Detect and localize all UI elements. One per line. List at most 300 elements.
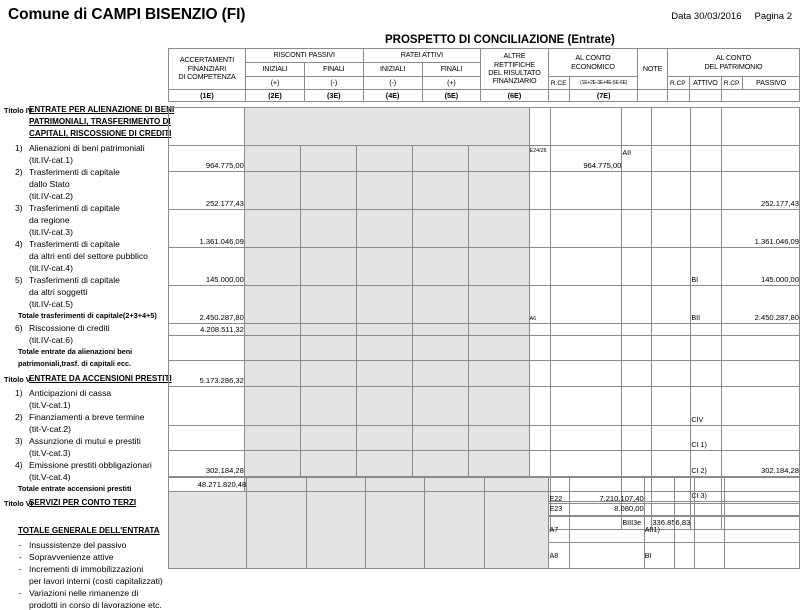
tt-attivo [652,324,691,336]
row-4-2-risconti-iniziali [244,172,300,210]
titolo-4-heading-line-3: CAPITALI, RISCOSSIONE DI CREDITI [29,129,172,138]
table-row [169,172,800,210]
table-row [169,492,800,504]
tg-row-1-rcp-attivo [644,492,674,504]
tg-row-4-rce: A8 [549,543,570,569]
row-4-2-ratei-iniziali [356,172,412,210]
row-5-2-number: 2) [15,412,23,422]
row-5-4-number: 4) [15,460,23,470]
tg-rcp-attivo-header [644,478,674,492]
row-4-4-risconti-finali [300,248,356,286]
tg-row-3-rcp-passivo [695,517,724,543]
row-5-3-ratei-finali [412,451,468,477]
tg-risconti-finali [306,478,365,492]
tea-passivo [721,361,799,387]
doc-meta [671,11,792,22]
row-4-4-text-2: da altri enti del settore pubblico [29,251,148,261]
table-row [169,478,800,492]
col-conto-economico-l1: AL CONTO [575,53,611,63]
row-4-4-conto-economico [550,248,621,286]
code-1e: (1E) [169,90,246,102]
row-4-5-ratei-iniziali [356,286,412,324]
tt-ratei-iniziali [356,324,412,336]
col-altre-l2: RETTIFICHE [494,59,535,69]
code-rcp-p-blank [690,90,722,102]
row-4-3-rce [529,210,550,248]
row-4-4-altre-rettifiche [468,248,529,286]
col-risconti-iniziali: INIZIALI [245,63,304,77]
row-4-4-rcp-attivo [622,248,652,286]
tg-shade-c [366,492,425,569]
col-altre-l4: FINANZIARIO [492,76,537,86]
row-5-2-rce [529,426,550,451]
row-5-2-ratei-finali [412,426,468,451]
row-4-2-rce [529,172,550,210]
col-accertamenti-l2: FINANZIARI [187,63,227,73]
tt-rcp-attivo [622,324,652,336]
row-5-3-rce [529,451,550,477]
tt-risconti-finali [300,324,356,336]
titolo-4-label: Titolo IV [4,106,33,115]
tg-row-3-text-1: Incrementi di immobilizzazioni [29,564,144,574]
tg-row-2-rce: E23 [549,504,570,517]
row-5-2-accertamenti [169,426,245,451]
tg-row-3-rce: A7 [549,517,570,543]
tea-risconti-finali [300,361,356,387]
row-5-3-rcp-attivo [622,451,652,477]
row-4-4-accertamenti: 145.000,00 [169,248,245,286]
code-6e: (6E) [481,90,549,102]
row-4-1-rcp-attivo: AII [622,146,652,172]
row-5-2-conto-economico [550,426,621,451]
col-altre-l3: DEL RISULTATO [488,68,541,77]
row-4-1-rcp-passivo [691,146,721,172]
row-4-3-altre-rettifiche [468,210,529,248]
tt-rce [529,324,550,336]
tg-row-3-dash: - [19,564,22,574]
table-row [169,108,800,146]
row-5-2-altre-rettifiche [468,426,529,451]
row-4-5-text-1: Trasferimenti di capitale [29,275,120,285]
tt-rcp-passivo [691,324,721,336]
row-5-3-ratei-iniziali [356,451,412,477]
row-4-1-passivo [721,146,799,172]
row-4-5-rce: A6 [529,286,550,324]
t5-head-risconti-iniziali [244,387,300,426]
table-row [169,324,800,336]
row-4-6-risconti-finali [300,336,356,361]
row-4-2-text-2: dallo Stato [29,179,70,189]
tg-row-3-passivo [724,517,799,543]
row-5-1-text-1: Anticipazioni di cassa [29,388,112,398]
tg-row-3-attivo [674,517,694,543]
titolo-6-heading: SERVIZI PER CONTO TERZI [29,498,137,507]
row-5-3-risconti-finali [300,451,356,477]
tt-risconti-iniziali [244,324,300,336]
titolo-5-heading: ENTRATE DA ACCENSIONI PRESTITI [29,374,172,383]
tg-rcp-passivo-header [695,478,724,492]
row-4-4-rcp-passivo: BI [691,248,721,286]
table-row [169,286,800,324]
totale-entrate-alienazioni-line-1: Totale entrate da alienazioni beni [18,347,133,356]
tg-row-4-conto-economico [570,543,644,569]
col-accertamenti-l1: ACCERTAMENTI [179,55,235,65]
row-4-6-rcp-passivo [691,336,721,361]
cell-passivo-blank [721,108,799,146]
row-4-1-accertamenti: 964.775,00 [169,146,245,172]
row-5-1-number: 1) [15,388,23,398]
row-4-5-conto-economico [550,286,621,324]
titolo-5-label: Titolo V [4,375,31,384]
col-rcp-attivo-header: R.CP [667,77,689,90]
row-5-4-rcp-passivo: CI 3) [691,477,721,502]
cell-shade-block [244,108,529,146]
col-passivo-header: PASSIVO [743,77,800,90]
t5-head-accert [169,387,245,426]
tt-passivo [721,324,799,336]
tg-row-2-rcp-attivo [644,504,674,517]
tea-rce [529,361,550,387]
row-4-4-passivo: 145.000,00 [721,248,799,286]
table-column-headers [168,48,800,102]
row-4-1-altre-rettifiche [468,146,529,172]
cell-rcp-attivo-blank [622,108,652,146]
tg-row-2-text: Sopravvenienze attive [29,552,114,562]
row-4-5-risconti-iniziali [244,286,300,324]
tg-row-1-passivo [724,492,799,504]
row-4-6-text-2: (tit.IV-cat.6) [29,335,73,345]
row-5-4-text-2: (tit.V-cat.4) [29,472,71,482]
row-4-6-attivo [652,336,691,361]
row-4-1-number: 1) [15,143,23,153]
row-5-1-text-2: (tit.V-cat.1) [29,400,71,410]
tg-shade-b [306,492,365,569]
col-altre-rettifiche-header [481,49,549,90]
code-rcp-a-blank [638,90,668,102]
tg-row-4-passivo [724,543,799,569]
tt-conto-economico [550,324,621,336]
row-4-2-attivo [652,172,691,210]
tg-shade-a [247,492,306,569]
tg-shade-d [425,492,484,569]
row-4-4-attivo [652,248,691,286]
totale-trasferimenti-value: 4.208.511,32 [169,324,245,336]
row-4-3-number: 3) [15,203,23,213]
table-row [169,426,800,451]
tg-shade-e [484,492,549,569]
col-accertamenti-l3: DI COMPETENZA [178,72,236,82]
col-risconti-passivi-header: RISCONTI PASSIVI [245,49,363,63]
row-4-2-text-1: Trasferimenti di capitale [29,167,120,177]
row-5-3-risconti-iniziali [244,451,300,477]
tg-row-3-text-2: per lavori interni (costi capitalizzati) [29,576,163,586]
row-4-3-conto-economico [550,210,621,248]
table-body-main [168,107,800,530]
row-4-1-risconti-iniziali [244,146,300,172]
row-4-5-ratei-finali [412,286,468,324]
col-conto-economico-l2: ECONOMICO [571,61,615,71]
row-4-2-text-3: (tit.IV-cat.2) [29,191,73,201]
titolo-4-heading-line-2: PATRIMONIALI, TRASFERIMENTO DI [29,117,171,126]
tg-ratei-finali [425,478,484,492]
cell-attivo-blank [652,108,691,146]
row-4-2-rcp-attivo [622,172,652,210]
row-4-3-passivo: 1.361.046,09 [721,210,799,248]
tg-row-2-conto-economico: 8.080,00 [570,504,644,517]
row-4-4-ratei-iniziali [356,248,412,286]
table-row [169,336,800,361]
row-5-2-attivo [652,426,691,451]
row-4-4-rce [529,248,550,286]
doc-date: Data 30/03/2016 [671,11,742,22]
col-risconti-iniziali-sign: (+) [245,77,304,90]
row-4-3-text-3: (tit.IV-cat.3) [29,227,73,237]
row-4-1-text-2: (tit.IV-cat.1) [29,155,73,165]
row-4-1-conto-economico: 964.775,00 [550,146,621,172]
col-conto-patrimonio-l2: DEL PATRIMONIO [704,61,763,71]
code-rce-blank [548,90,569,102]
row-5-2-ratei-iniziali [356,426,412,451]
row-4-5-text-2: da altri soggetti [29,287,88,297]
row-4-3-rcp-passivo [691,210,721,248]
row-4-3-text-2: da regione [29,215,70,225]
tea-ratei-iniziali [356,361,412,387]
row-5-4-text-1: Emissione prestiti obbligazionari [29,460,152,470]
t5-head-risconti-finali [300,387,356,426]
row-4-1-attivo [652,146,691,172]
tea-altre-rettifiche [468,361,529,387]
row-4-4-risconti-iniziali [244,248,300,286]
code-5e: (5E) [422,90,480,102]
titolo-6-attivo: 336.856,83 [652,516,691,530]
row-4-5-attivo [652,286,691,324]
tg-row-4-attivo [674,543,694,569]
code-attivo-blank [667,90,689,102]
table-totale-generale [168,477,800,569]
row-4-5-rcp-passivo: BII [691,286,721,324]
tg-row-4-dash: - [19,588,22,598]
row-4-3-attivo [652,210,691,248]
tg-risconti-iniziali [247,478,306,492]
row-4-6-ratei-finali [412,336,468,361]
tg-row-3-rcp-attivo: AII1) [644,517,674,543]
table-row [169,361,800,387]
row-4-4-ratei-finali [412,248,468,286]
row-4-5-rcp-attivo [622,286,652,324]
tea-attivo [652,361,691,387]
row-5-1-passivo [721,387,799,426]
code-4e: (4E) [363,90,422,102]
row-5-3-conto-economico [550,451,621,477]
col-risconti-finali: FINALI [305,63,363,77]
tg-rce-header [549,478,570,492]
row-4-3-ratei-iniziali [356,210,412,248]
row-4-3-accertamenti: 1.361.046,09 [169,210,245,248]
tg-row-4-rcp-passivo [695,543,724,569]
tg-row-2-dash: - [19,552,22,562]
page-title: Comune di CAMPI BISENZIO (FI) [8,6,246,23]
table-row [169,387,800,426]
tg-row-1-dash: - [19,540,22,550]
tg-altre-rettifiche [484,478,549,492]
table-row [169,451,800,477]
tg-shade-accert [169,492,247,569]
row-4-3-rcp-attivo [622,210,652,248]
row-4-6-ratei-iniziali [356,336,412,361]
row-4-5-risconti-finali [300,286,356,324]
row-5-3-number: 3) [15,436,23,446]
row-4-1-text-1: Alienazioni di beni patrimoniali [29,143,145,153]
tg-row-1-text: Insussistenze del passivo [29,540,127,550]
tea-conto-economico [550,361,621,387]
row-5-3-passivo: 302.184,28 [721,451,799,477]
row-5-3-text-2: (tit.V-cat.3) [29,448,71,458]
col-conto-patrimonio-header [667,49,799,77]
row-5-3-text-1: Assunzione di mutui e prestiti [29,436,141,446]
titolo-6-label: Titolo VI [4,499,33,508]
t5-head-rcp-attivo [622,387,652,426]
row-5-2-text-2: (tit-V-cat.2) [29,424,72,434]
totale-generale-value: 48.271.820,48 [169,478,247,492]
tt-altre-rettifiche [468,324,529,336]
table-row [169,210,800,248]
totale-trasferimenti-label: Totale trasferimenti di capitale(2+3+4+5) [18,311,157,320]
row-4-1-risconti-finali [300,146,356,172]
tg-ratei-iniziali [366,478,425,492]
col-ratei-iniziali: INIZIALI [363,63,422,77]
t5-head-attivo [652,387,691,426]
row-4-4-text-1: Trasferimenti di capitale [29,239,120,249]
row-4-6-conto-economico [550,336,621,361]
col-attivo-header: ATTIVO [690,77,722,90]
row-4-5-altre-rettifiche [468,286,529,324]
row-4-2-rcp-passivo [691,172,721,210]
row-5-2-rcp-passivo: CI 1) [691,426,721,451]
col-conto-patrimonio-l1: AL CONTO [715,53,752,63]
row-4-3-text-1: Trasferimenti di capitale [29,203,120,213]
doc-page-number: Pagina 2 [754,11,792,22]
cell-rcp-passivo-blank [691,108,721,146]
tea-risconti-iniziali [244,361,300,387]
cell-rce-blank [529,108,550,146]
tg-row-2-attivo [674,504,694,517]
tg-attivo-header [674,478,694,492]
row-4-6-passivo [721,336,799,361]
row-5-2-risconti-iniziali [244,426,300,451]
tg-row-2-rcp-passivo [695,504,724,517]
row-4-3-risconti-finali [300,210,356,248]
titolo-4-heading-line-1: ENTRATE PER ALIENAZIONE DI BENI [29,105,175,114]
row-4-3-ratei-finali [412,210,468,248]
tea-rcp-passivo [691,361,721,387]
col-note-header: NOTE [638,49,668,90]
row-4-6-number: 6) [15,323,23,333]
row-4-2-risconti-finali [300,172,356,210]
code-3e: (3E) [305,90,363,102]
col-conto-economico-formula: (1E+2E-3E+4E-5E-6E) [570,77,638,90]
row-4-2-passivo: 252.177,43 [721,172,799,210]
tg-conto-economico-header [570,478,644,492]
row-4-3-risconti-iniziali [244,210,300,248]
tg-passivo-header [724,478,799,492]
row-4-2-ratei-finali [412,172,468,210]
totale-accensioni-prestiti-label: Totale entrate accensioni prestiti [18,484,132,493]
row-5-3-accertamenti: 302.184,28 [169,451,245,477]
col-conto-economico-header [548,49,637,77]
col-ratei-attivi-header: RATEI ATTIVI [363,49,481,63]
row-4-5-accertamenti: 2.450.287,80 [169,286,245,324]
totale-entrate-alienazioni-line-2: patrimoniali,trasf. di capitali ecc. [18,359,132,368]
row-4-5-passivo: 2.450.287,80 [721,286,799,324]
row-4-5-number: 5) [15,275,23,285]
row-4-2-accertamenti: 252.177,43 [169,172,245,210]
tg-row-3-conto-economico [570,517,644,543]
t5-head-ratei-iniziali [356,387,412,426]
tg-row-1-rcp-passivo [695,492,724,504]
col-rcp-passivo-header: R.CP [721,77,742,90]
row-5-3-attivo [652,451,691,477]
col-ratei-finali-sign: (+) [422,77,480,90]
row-4-6-text-1: Riscossione di crediti [29,323,110,333]
tg-row-1-conto-economico: 7.210.107,40 [570,492,644,504]
tg-row-1-rce: E22 [549,492,570,504]
col-rce-header: R.CE [548,77,569,90]
tea-rcp-attivo [622,361,652,387]
code-passivo-blank [721,90,799,102]
row-5-2-risconti-finali [300,426,356,451]
cell-accert-blank [169,108,245,146]
row-4-1-ratei-finali [412,146,468,172]
row-5-2-text-1: Finanziamenti a breve termine [29,412,145,422]
col-altre-l1: ALTRE [503,51,526,61]
totale-generale-label: TOTALE GENERALE DELL'ENTRATA [18,526,160,535]
row-5-3-altre-rettifiche [468,451,529,477]
row-4-2-altre-rettifiche [468,172,529,210]
col-accertamenti-header [169,49,246,90]
row-4-6-altre-rettifiche [468,336,529,361]
t5-head-rce [529,387,550,426]
col-ratei-finali: FINALI [422,63,480,77]
row-4-6-risconti-iniziali [244,336,300,361]
prospetto-title: PROSPETTO DI CONCILIAZIONE (Entrate) [385,34,615,46]
totale-entrate-alienazioni-value: 5.173.286,32 [169,361,245,387]
tt-ratei-finali [412,324,468,336]
row-4-4-number: 4) [15,239,23,249]
row-4-1-rce: E24/26 [529,146,550,172]
code-2e: (2E) [245,90,304,102]
t5-head-altre-rettifiche [468,387,529,426]
row-4-6-rce [529,336,550,361]
tg-row-2-passivo [724,504,799,517]
tea-ratei-finali [412,361,468,387]
row-4-6-accertamenti [169,336,245,361]
row-4-2-number: 2) [15,167,23,177]
row-5-1-rcp-passivo: CIV [691,387,721,426]
row-5-2-rcp-attivo [622,426,652,451]
table-row [169,248,800,286]
row-4-4-text-3: (tit.IV-cat.4) [29,263,73,273]
titolo-6-rcp-attivo: BIII3e [622,516,652,530]
code-7e: (7E) [570,90,638,102]
t5-head-ratei-finali [412,387,468,426]
row-4-6-rcp-attivo [622,336,652,361]
col-ratei-iniziali-sign: (-) [363,77,422,90]
tg-row-4-rcp-attivo: BI [644,543,674,569]
t5-head-conto-economico [550,387,621,426]
row-4-2-conto-economico [550,172,621,210]
tg-row-4-text-1: Variazioni nelle rimanenze di [29,588,139,598]
row-5-2-passivo [721,426,799,451]
